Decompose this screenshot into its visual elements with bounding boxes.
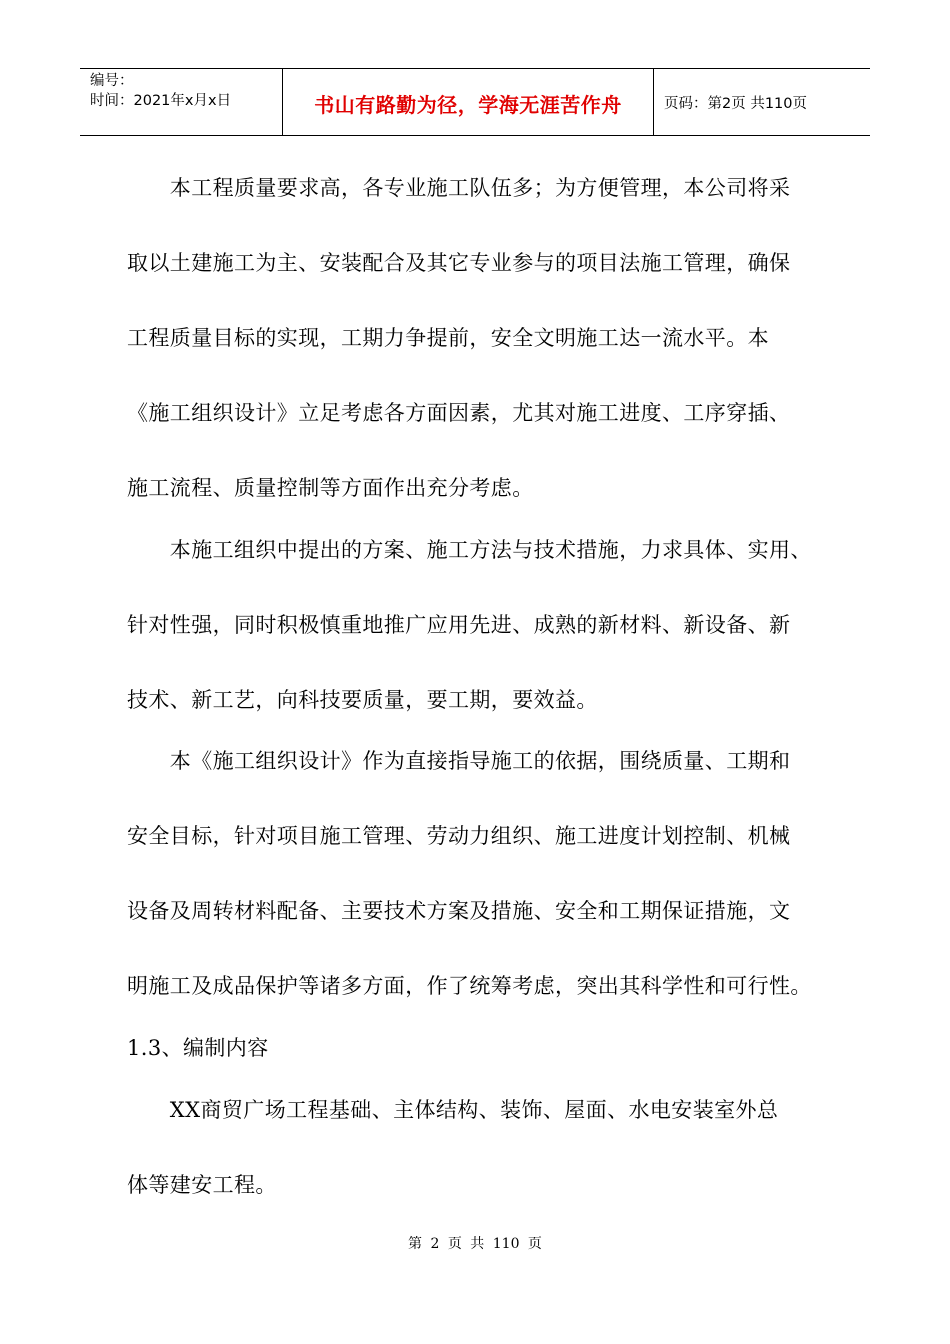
body-line: 技术、新工艺，向科技要质量，要工期，要效益。 bbox=[127, 688, 598, 712]
body-line: 针对性强，同时积极慎重地推广应用先进、成熟的新材料、新设备、新 bbox=[127, 613, 791, 637]
body-line: 明施工及成品保护等诸多方面，作了统筹考虑，突出其科学性和可行性。 bbox=[127, 974, 812, 998]
body-line: 设备及周转材料配备、主要技术方案及措施、安全和工期保证措施，文 bbox=[127, 899, 791, 923]
body-line: 本《施工组织设计》作为直接指导施工的依据，围绕质量、工期和 bbox=[127, 749, 791, 773]
body-line: XX商贸广场工程基础、主体结构、装饰、屋面、水电安装室外总 bbox=[127, 1098, 779, 1122]
header-table bbox=[80, 68, 870, 136]
body-line: 本施工组织中提出的方案、施工方法与技术措施，力求具体、实用、 bbox=[127, 538, 812, 562]
header-meta bbox=[80, 69, 282, 135]
body-line: 体等建安工程。 bbox=[127, 1173, 277, 1197]
document-time-label: 时间：2021年x月x日 bbox=[90, 93, 232, 109]
body-line: 施工流程、质量控制等方面作出充分考虑。 bbox=[127, 476, 534, 500]
header-motto: 书山有路勤为径，学海无涯苦作舟 bbox=[314, 92, 622, 117]
body-line: 工程质量目标的实现，工期力争提前，安全文明施工达一流水平。本 bbox=[127, 326, 769, 350]
page-footer: 第 2 页 共 110 页 bbox=[408, 1236, 542, 1252]
body-line: 《施工组织设计》立足考虑各方面因素，尤其对施工进度、工序穿插、 bbox=[127, 401, 791, 425]
body-line: 安全目标，针对项目施工管理、劳动力组织、施工进度计划控制、机械 bbox=[127, 824, 791, 848]
body-line: 取以土建施工为主、安装配合及其它专业参与的项目法施工管理，确保 bbox=[127, 251, 791, 275]
header-page-info-cell bbox=[654, 69, 870, 135]
document-number-label: 编号： bbox=[90, 73, 134, 89]
body-line: 本工程质量要求高，各专业施工队伍多；为方便管理，本公司将采 bbox=[127, 176, 791, 200]
header-page-info: 页码：第2页 共110页 bbox=[664, 95, 808, 112]
header-motto-cell bbox=[282, 69, 654, 135]
section-heading: 1.3、编制内容 bbox=[127, 1036, 269, 1060]
